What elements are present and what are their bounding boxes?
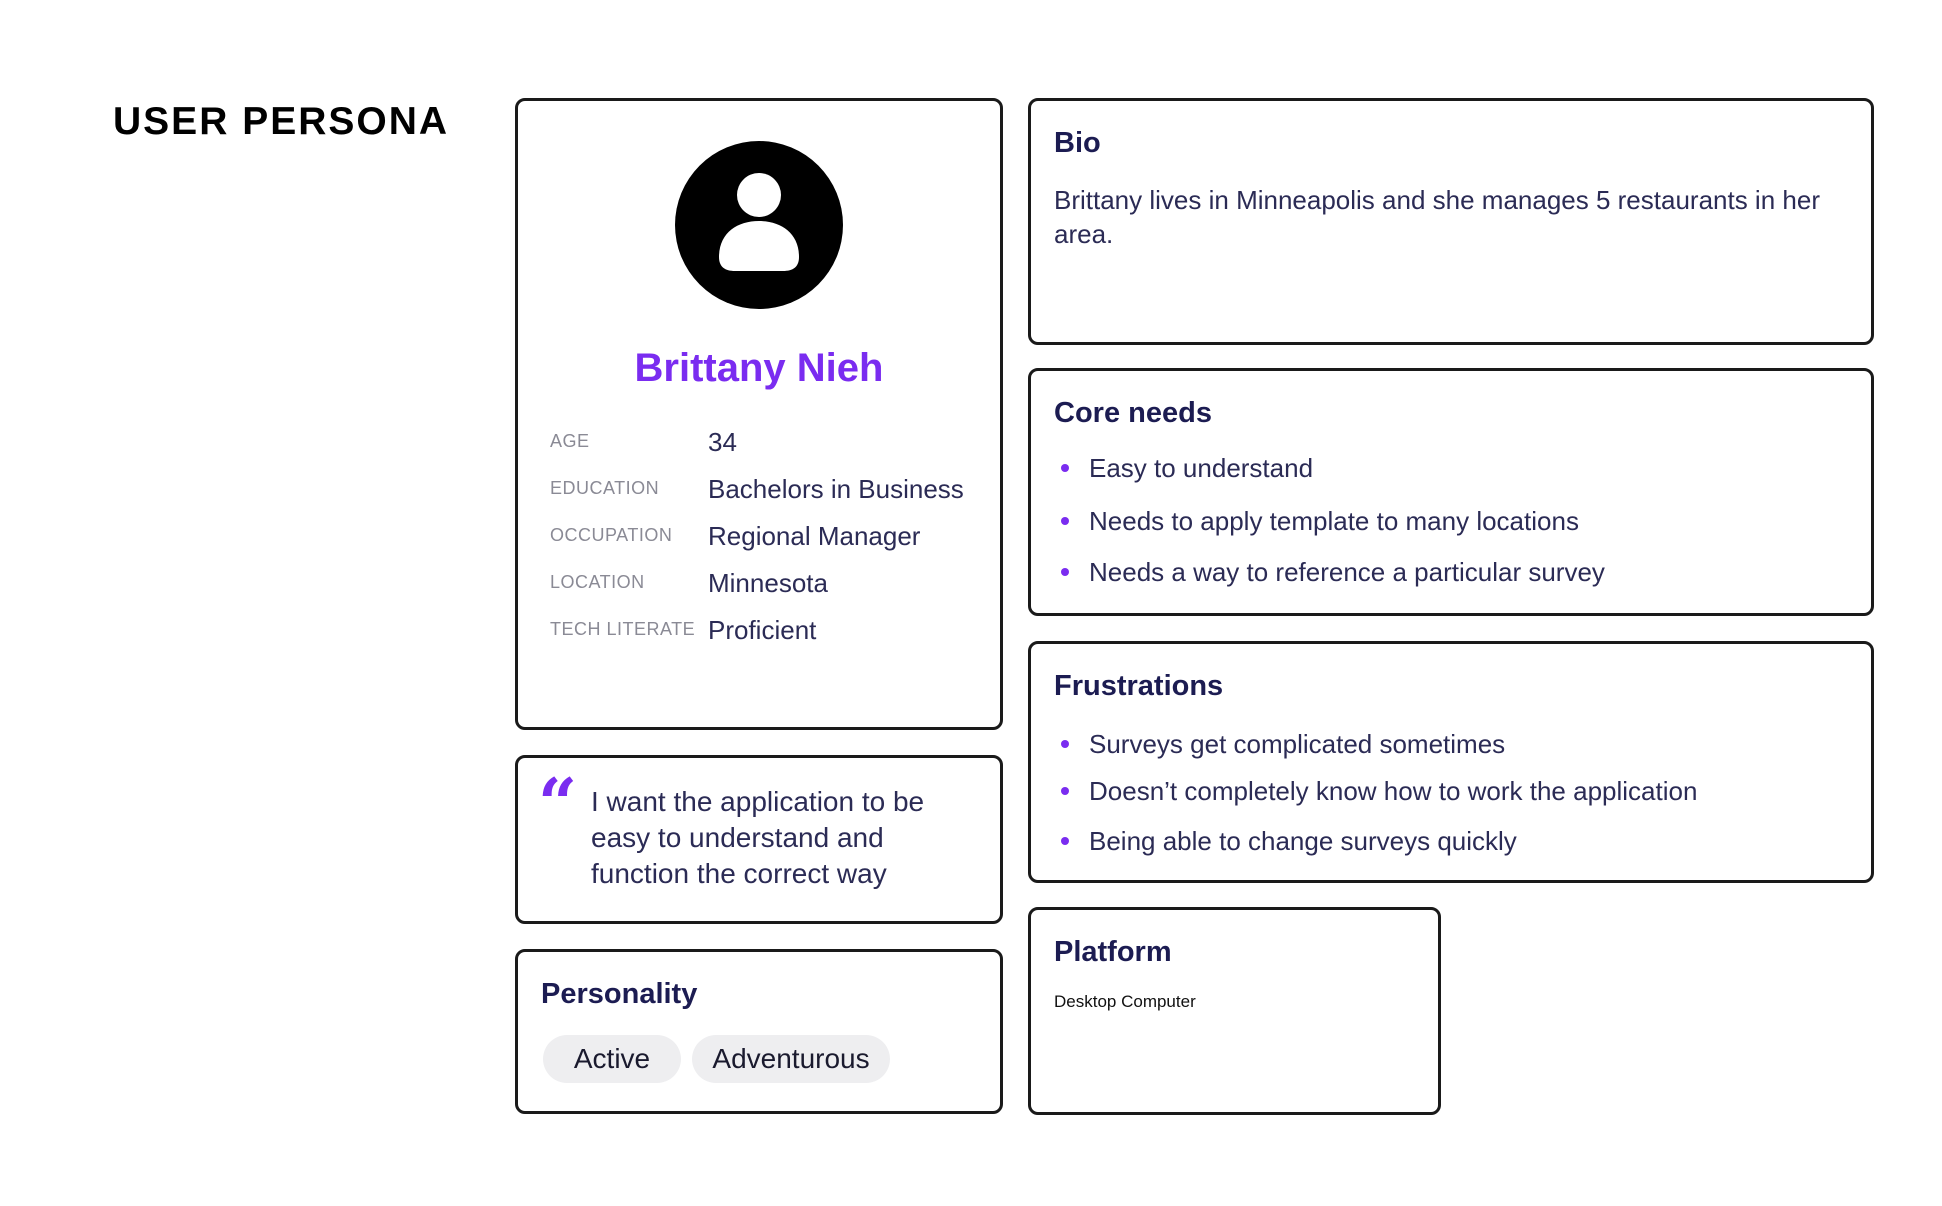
list-item: Being able to change surveys quickly: [1054, 826, 1517, 857]
occupation-value: Regional Manager: [708, 521, 921, 551]
quote-icon: “: [538, 764, 578, 844]
list-item: Doesn’t completely know how to work the application: [1054, 776, 1697, 807]
user-avatar-icon: [675, 141, 843, 309]
quote-text: I want the application to be easy to understand and function the correct way: [591, 786, 925, 889]
list-item: Surveys get complicated sometimes: [1054, 729, 1505, 760]
core-needs-card: [1028, 368, 1874, 616]
tech-literate-value: Proficient: [708, 615, 817, 645]
age-value: 34: [708, 427, 737, 457]
profile-card: [515, 98, 1003, 730]
frustrations-title: Frustrations: [1054, 670, 1224, 702]
bullet-dot-icon: [1061, 568, 1069, 576]
bio-text: Brittany lives in Minneapolis and she manages 5 restaurants in her area.: [1054, 185, 1820, 249]
core-needs-title: Core needs: [1054, 397, 1212, 429]
trait-chip-adventurous: Adventurous: [692, 1035, 890, 1083]
platform-title: Platform: [1054, 936, 1172, 968]
education-label: EDUCATION: [550, 478, 660, 498]
education-value: Bachelors in Business: [708, 474, 964, 504]
platform-card: [1028, 907, 1441, 1115]
persona-name: Brittany Nieh: [634, 346, 884, 390]
location-value: Minnesota: [708, 568, 828, 598]
bio-card: [1028, 98, 1874, 345]
personality-card: [515, 949, 1003, 1114]
list-item: Easy to understand: [1054, 453, 1313, 484]
platform-text: Desktop Computer: [1054, 992, 1196, 1011]
trait-chip-active: Active: [543, 1035, 681, 1083]
occupation-label: OCCUPATION: [550, 525, 673, 545]
bio-title: Bio: [1054, 127, 1101, 159]
quote-card: [515, 755, 1003, 924]
location-label: LOCATION: [550, 572, 645, 592]
bullet-dot-icon: [1061, 740, 1069, 748]
list-item: Needs to apply template to many locations: [1054, 506, 1579, 537]
age-label: AGE: [550, 431, 590, 451]
page-title: USER PERSONA: [113, 100, 450, 143]
frustrations-card: [1028, 641, 1874, 883]
personality-title: Personality: [541, 978, 698, 1010]
list-item: Needs a way to reference a particular survey: [1054, 557, 1605, 588]
tech-literate-label: TECH LITERATE: [550, 619, 696, 639]
bullet-dot-icon: [1061, 837, 1069, 845]
bullet-dot-icon: [1061, 787, 1069, 795]
bullet-dot-icon: [1061, 464, 1069, 472]
bullet-dot-icon: [1061, 517, 1069, 525]
